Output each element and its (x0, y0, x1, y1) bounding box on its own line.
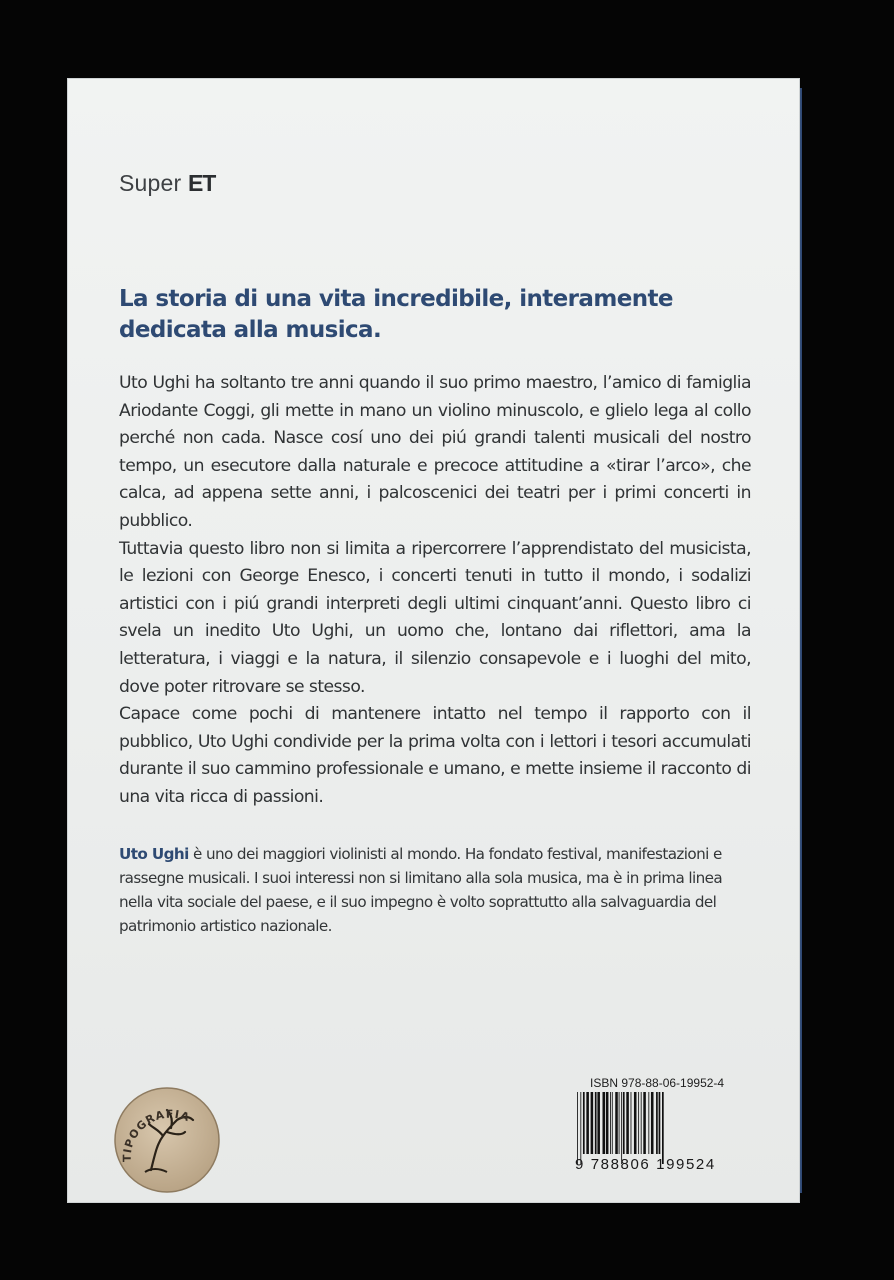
blurb-paragraph: Uto Ughi ha soltanto tre anni quando il suo primo maestro, l’amico di famiglia Ariodante Coggi, gli mette in mano un violino minuscolo, e glielo lega al collo perché non cada. Nasce cosí uno dei piú grandi talenti musicali del nostro tempo, un esecutore dalla naturale e precoce attitudine a «tirar l’arco», che calca, ad appena sette anni, i palcoscenici dei teatri per i primi concerti in pubblico. (119, 373, 751, 531)
headline: La storia di una vita incredibile, interamente dedicata alla musica. (119, 286, 673, 343)
barcode-bar (659, 1092, 661, 1154)
barcode-bar (583, 1092, 585, 1154)
barcode-bar (651, 1092, 654, 1154)
barcode-bar (591, 1092, 594, 1154)
barcode-bar (631, 1092, 632, 1154)
blurb-paragraph: Tuttavia questo libro non si limita a ripercorrere l’apprendistato del musicista, le lezioni con George Enesco, i concerti tenuti in tutto il mondo, i sodalizi artistici con i piú grandi interpreti degli ultimi cinquant’anni. Questo libro ci svela un inedito Uto Ughi, un uomo che, lontano dai riflettori, ama la letteratura, i viaggi e la natura, il silenzio consapevole e i luoghi del mito, dove poter ritrovare se stesso. (119, 538, 751, 697)
barcode-bar (606, 1092, 609, 1154)
blurb-paragraph: Capace come pochi di mantenere intatto nel tempo il rapporto con il pubblico, Uto Ughi condivide per la prima volta con i lettori i tesori accumulati durante il suo cammino professionale e umano, e mette insieme il racconto di una vita ricca di passioni. (119, 704, 751, 807)
series-logo (119, 170, 215, 197)
barcode-bar (643, 1092, 646, 1154)
barcode-bar (619, 1092, 620, 1154)
barcode-bar (610, 1092, 611, 1154)
barcode-bar (623, 1092, 625, 1154)
stamp-text: TIPOGRAFIA (120, 1107, 192, 1163)
author-bio (119, 842, 759, 938)
barcode-bar (634, 1092, 637, 1154)
barcode-bar (595, 1092, 597, 1154)
barcode-bar (597, 1092, 600, 1154)
barcode-bar (638, 1092, 639, 1154)
author-name: Uto Ughi (119, 845, 189, 863)
barcode-bar (612, 1092, 613, 1154)
barcode-bar (615, 1092, 618, 1154)
blurb (119, 370, 751, 812)
tree-stamp-icon (111, 1084, 223, 1196)
barcode-bar (648, 1092, 649, 1154)
back-cover (67, 78, 800, 1203)
barcode-bar (580, 1092, 581, 1164)
barcode-bar (603, 1092, 606, 1154)
barcode-bar (641, 1092, 642, 1154)
barcode-bar (662, 1092, 664, 1164)
barcode-bar (621, 1092, 622, 1164)
series-prefix: Super (119, 170, 182, 196)
isbn-label: ISBN 978-88-06-19952-4 (590, 1076, 725, 1090)
barcode-bar (656, 1092, 658, 1154)
barcode-bar (586, 1092, 589, 1154)
barcode-digits: 9 788806 199524 (575, 1156, 716, 1173)
author-bio-text: è uno dei maggiori violinisti al mondo. Ha fondato festival, manifestazioni e rassegne musicali. I suoi interessi non si limitano alla sola musica, ma è in prima linea nella vita sociale del paese, e il suo impegno è volto soprattutto alla salvaguardia del patrimonio artistico nazionale. (119, 845, 723, 935)
barcode-bar (626, 1092, 629, 1154)
barcode-bar (577, 1092, 578, 1164)
series-mark: ET (187, 170, 216, 196)
